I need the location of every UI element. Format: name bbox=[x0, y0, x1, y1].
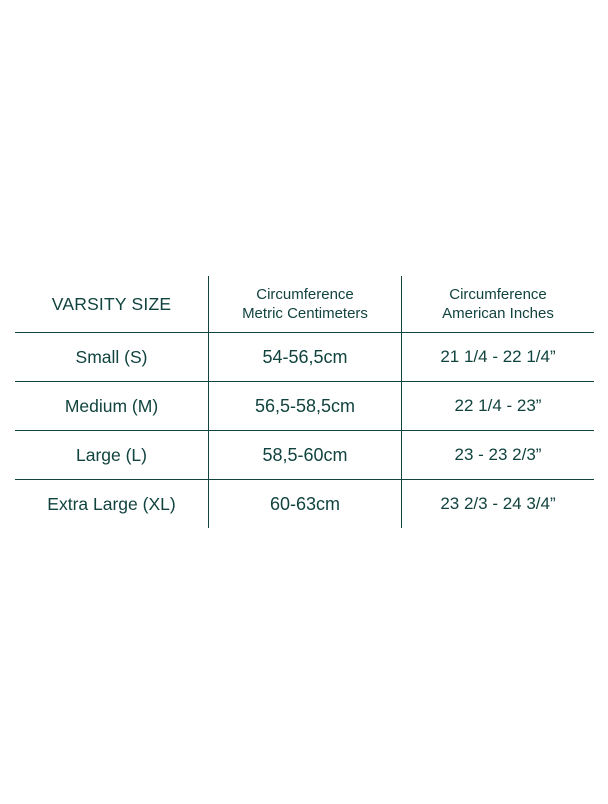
cell-metric: 60-63cm bbox=[209, 480, 402, 529]
cell-imperial: 21 1/4 - 22 1/4” bbox=[402, 333, 595, 382]
cell-size: Medium (M) bbox=[15, 382, 209, 431]
size-chart-table bbox=[14, 275, 595, 529]
cell-imperial: 23 - 23 2/3” bbox=[402, 431, 595, 480]
cell-size: Small (S) bbox=[15, 333, 209, 382]
table-row bbox=[15, 480, 595, 529]
table-row bbox=[15, 382, 595, 431]
table-row bbox=[15, 333, 595, 382]
column-header-imperial-line1: Circumference bbox=[449, 286, 547, 303]
cell-size: Extra Large (XL) bbox=[15, 480, 209, 529]
column-header-metric bbox=[209, 276, 402, 333]
cell-imperial: 22 1/4 - 23” bbox=[402, 382, 595, 431]
column-header-varsity-size-label: VARSITY SIZE bbox=[51, 294, 172, 314]
table-header-row bbox=[15, 276, 595, 333]
table-row bbox=[15, 431, 595, 480]
cell-size: Large (L) bbox=[15, 431, 209, 480]
cell-imperial: 23 2/3 - 24 3/4” bbox=[402, 480, 595, 529]
column-header-metric-line2: Metric Centimeters bbox=[242, 305, 368, 322]
column-header-imperial bbox=[402, 276, 595, 333]
column-header-metric-line1: Circumference bbox=[256, 286, 354, 303]
cell-metric: 56,5-58,5cm bbox=[209, 382, 402, 431]
column-header-varsity-size bbox=[15, 276, 209, 333]
cell-metric: 58,5-60cm bbox=[209, 431, 402, 480]
column-header-imperial-line2: American Inches bbox=[442, 305, 554, 322]
size-chart-container bbox=[14, 275, 594, 529]
cell-metric: 54-56,5cm bbox=[209, 333, 402, 382]
